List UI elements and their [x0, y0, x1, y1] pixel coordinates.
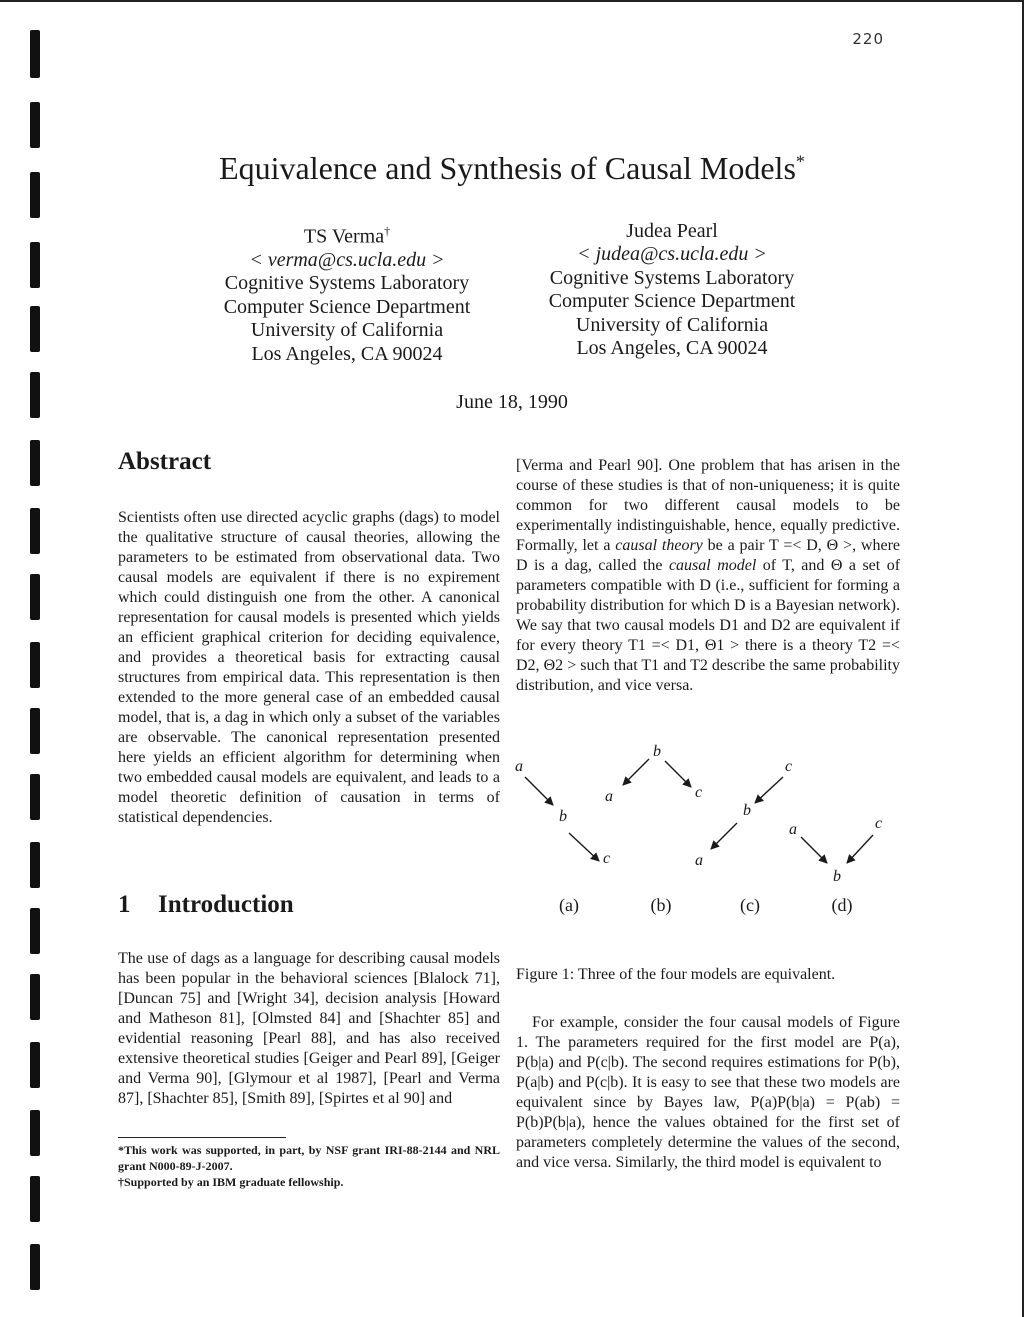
author-block-verma — [187, 220, 507, 366]
binding-mark — [30, 842, 40, 888]
subfigure-label-d: (d) — [831, 895, 853, 915]
right-column-paragraph-1 — [516, 456, 900, 696]
edge-b-to-c — [569, 833, 599, 861]
edge-c-to-b — [847, 835, 873, 863]
edge-a-to-b — [801, 837, 827, 863]
footnote-fellowship: †Supported by an IBM graduate fellowship. — [118, 1175, 344, 1189]
section-title: Introduction — [158, 891, 294, 918]
edge-b-to-a — [711, 823, 737, 849]
binding-mark — [30, 1110, 40, 1156]
figure-1-caption: Figure 1: Three of the four models are equivalent. — [516, 966, 836, 983]
right-column-paragraph-2: For example, consider the four causal models of Figure 1. The parameters required for the first model are P(a), P(b|a) and P(c|b). The second requires estimations for P(b), P(a|b) and P(c|b). It is easy to see that these two models are equivalent since by Bayes law, P(a)P(b|a) = P(ab) = P(b)P(b|a), hence the values obtained for the first set of parameters completely determine the values of the second, and vice versa. Similarly, the third model is equivalent to — [516, 1014, 900, 1171]
author-name: Judea Pearl — [626, 220, 718, 242]
node-a: a — [605, 788, 613, 805]
author-city: Los Angeles, CA 90024 — [576, 337, 768, 360]
section-number: 1 — [118, 891, 131, 918]
node-c: c — [695, 784, 703, 801]
node-c: c — [875, 815, 883, 832]
author-email: < judea@cs.ucla.edu > — [577, 243, 767, 266]
footnote-rule — [118, 1137, 286, 1138]
author-dept: Computer Science Department — [548, 290, 796, 313]
binding-mark — [30, 30, 40, 78]
binding-mark — [30, 1244, 40, 1290]
binding-mark — [30, 440, 40, 486]
node-b: b — [559, 808, 567, 825]
subfigure-label-c: (c) — [740, 895, 760, 915]
node-c: c — [785, 758, 793, 775]
author-dept: Computer Science Department — [223, 295, 471, 318]
author-email: < verma@cs.ucla.edu > — [249, 249, 445, 272]
author-univ: University of California — [250, 319, 444, 342]
footnote-funding: *This work was supported, in part, by NSF grant IRI-88-2144 and NRL grant N000-89-J-2007. — [118, 1143, 500, 1173]
node-b: b — [743, 802, 751, 819]
node-b: b — [833, 868, 841, 885]
subfigure-label-b: (b) — [650, 895, 672, 915]
author-name-line — [187, 220, 507, 249]
footnotes — [118, 1142, 500, 1190]
author-block-pearl — [512, 220, 832, 360]
title-text: Equivalence and Synthesis of Causal Models — [219, 150, 796, 186]
binding-mark — [30, 574, 40, 620]
para1-text-b: be a pair T =< D, Θ >, where D is a dag, called the — [516, 537, 901, 574]
paper-title — [0, 150, 1024, 187]
para1-text-a: [Verma and Pearl 90]. One problem that has arisen in the course of these studies is that of non-uniqueness; it is quite common for two different causal models to be experimentally indistinguishable, hence, equally predictive. Formally, let a — [516, 457, 900, 554]
node-c: c — [603, 850, 611, 867]
subfigure-label-a: (a) — [559, 895, 579, 915]
binding-mark — [30, 642, 40, 688]
edge-a-to-b — [525, 777, 553, 805]
edge-b-to-c — [665, 761, 691, 787]
binding-mark — [30, 908, 40, 954]
node-a: a — [515, 758, 523, 775]
binding-mark — [30, 1176, 40, 1222]
intro-text: The use of dags as a language for describing causal models has been popular in the behavioral sciences [Blalock 71], [Duncan 75] and [Wright 34], decision analysis [Howard and Matheson 81], [Olmsted 84] and [Shachter 85] and evidential reasoning [Pearl 88], and has also received extensive theoretical studies [Geiger and Pearl 89], [Geiger and Verma 90], [Glymour et al 1987], [Pearl and Verma 87], [Shachter 85], [Smith 89], [Spirtes et al 90] and — [118, 950, 500, 1107]
abstract-text: Scientists often use directed acyclic graphs (dags) to model the qualitative structure of causal theories, allowing the parameters to be estimated from observational data. Two causal models are equivalent if there is no expirement which could distinguish one from the other. A canonical representation for causal models is presented which yields an efficient graphical criterion for deciding equivalence, and provides a theoretical basis for extracting causal structures from empirical data. This representation is then extended to the more general case of an embedded causal model, that is, a dag in which only a subset of the variables are observable. The canonical representation presented here yields an efficient algorithm for determining when two embedded causal models are equivalent, and leads to a model theoretic definition of causation in terms of statistical dependencies. — [118, 509, 500, 826]
edge-b-to-a — [623, 759, 649, 785]
binding-mark — [30, 306, 40, 352]
abstract-heading: Abstract — [118, 448, 212, 475]
author-lab: Cognitive Systems Laboratory — [549, 266, 795, 289]
author-name-line — [512, 220, 832, 243]
figure-1-causal-models — [505, 735, 895, 925]
binding-mark — [30, 242, 40, 288]
term-causal-theory: causal theory — [615, 537, 703, 554]
term-causal-model: causal model — [668, 557, 757, 574]
page-number: 220 — [852, 30, 884, 48]
title-footnote-mark: * — [795, 151, 805, 172]
author-city: Los Angeles, CA 90024 — [251, 342, 443, 365]
edge-c-to-b — [755, 777, 783, 803]
binding-mark — [30, 774, 40, 820]
author-name: TS Verma — [303, 225, 385, 248]
binding-mark — [30, 508, 40, 554]
binding-mark — [30, 974, 40, 1020]
node-b: b — [653, 743, 661, 760]
author-univ: University of California — [575, 313, 769, 336]
page-top-border — [0, 0, 1024, 2]
binding-mark — [30, 708, 40, 754]
author-footnote-mark: † — [384, 224, 391, 238]
intro-heading — [118, 891, 294, 919]
node-a: a — [789, 821, 797, 838]
author-lab: Cognitive Systems Laboratory — [224, 272, 470, 295]
node-a: a — [695, 852, 703, 869]
para1-text-c: of T, and Θ a set of parameters compatible with D (i.e., sufficient for forming a probability distribution for which D is a Bayesian network). We say that two causal models D1 and D2 are equivalent if for every theory T1 =< D1, Θ1 > there is a theory T2 =< D2, Θ2 > such that T1 and T2 describe the same probability distribution, and vice versa. — [516, 557, 901, 694]
binding-mark — [30, 102, 40, 148]
binding-mark — [30, 1042, 40, 1088]
paper-date: June 18, 1990 — [456, 391, 568, 413]
